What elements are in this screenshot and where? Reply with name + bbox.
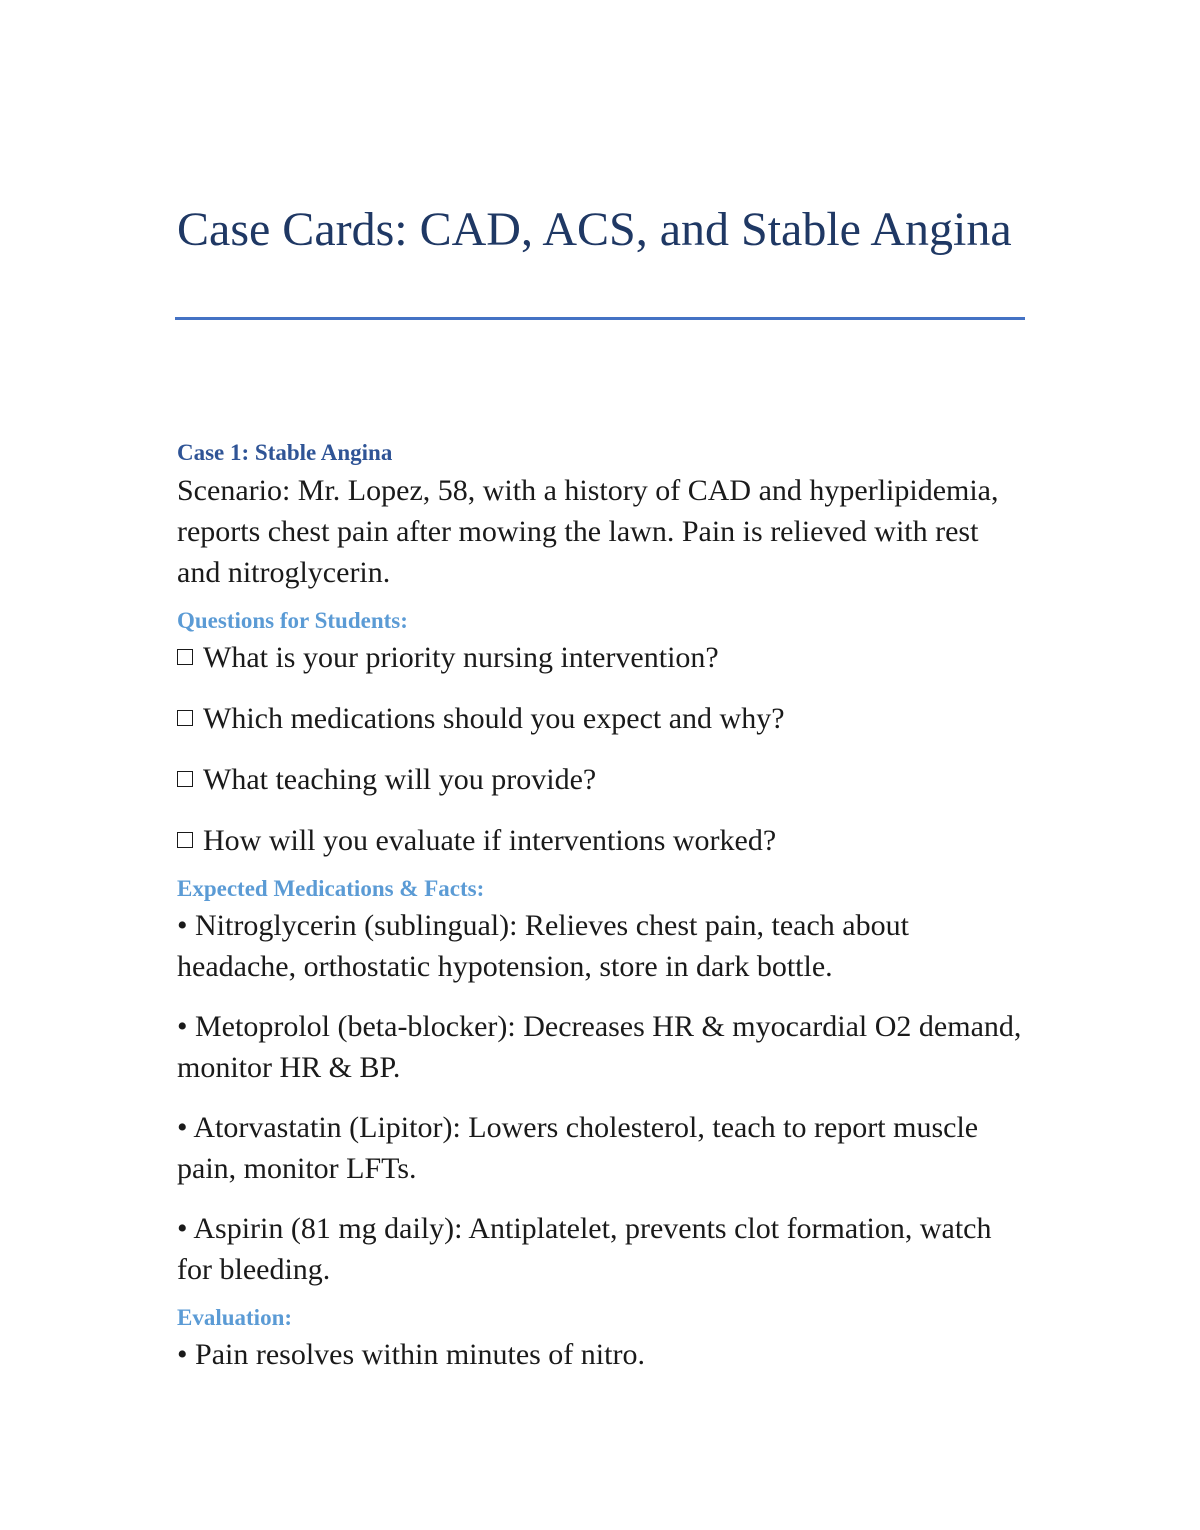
question-item	[177, 698, 1027, 739]
question-item	[177, 820, 1027, 861]
case-heading: Case 1: Stable Angina	[177, 440, 393, 465]
questions-heading: Questions for Students:	[177, 608, 408, 633]
question-item	[177, 637, 1027, 678]
medication-item: • Metoprolol (beta-blocker): Decreases HR & myocardial O2 demand, monitor HR & BP.	[177, 1010, 1022, 1084]
checkbox-icon	[177, 771, 193, 787]
question-text: Which medications should you expect and why?	[203, 702, 785, 735]
question-text: What is your priority nursing intervention?	[203, 641, 719, 674]
question-text: How will you evaluate if interventions worked?	[203, 824, 777, 857]
medication-item: • Nitroglycerin (sublingual): Relieves chest pain, teach about headache, orthostatic hypotension, store in dark bottle.	[177, 909, 909, 983]
questions-list	[177, 637, 1027, 861]
evaluation-heading: Evaluation:	[177, 1305, 293, 1330]
case-card	[177, 436, 1027, 1375]
medications-heading: Expected Medications & Facts:	[177, 876, 485, 901]
medication-item: • Aspirin (81 mg daily): Antiplatelet, prevents clot formation, watch for bleeding.	[177, 1212, 992, 1286]
evaluation-item: • Pain resolves within minutes of nitro.	[177, 1338, 645, 1371]
question-item	[177, 759, 1027, 800]
document-title: Case Cards: CAD, ACS, and Stable Angina	[177, 203, 1012, 256]
question-text: What teaching will you provide?	[203, 763, 597, 796]
evaluation-list	[177, 1334, 1027, 1375]
title-underline	[175, 317, 1025, 320]
case-scenario: Scenario: Mr. Lopez, 58, with a history of CAD and hyperlipidemia, reports chest pain after mowing the lawn. Pain is relieved with rest and nitroglycerin.	[177, 474, 999, 589]
checkbox-icon	[177, 710, 193, 726]
medication-item: • Atorvastatin (Lipitor): Lowers cholesterol, teach to report muscle pain, monitor LFTs.	[177, 1111, 979, 1185]
checkbox-icon	[177, 649, 193, 665]
checkbox-icon	[177, 832, 193, 848]
medications-list	[177, 905, 1027, 1290]
